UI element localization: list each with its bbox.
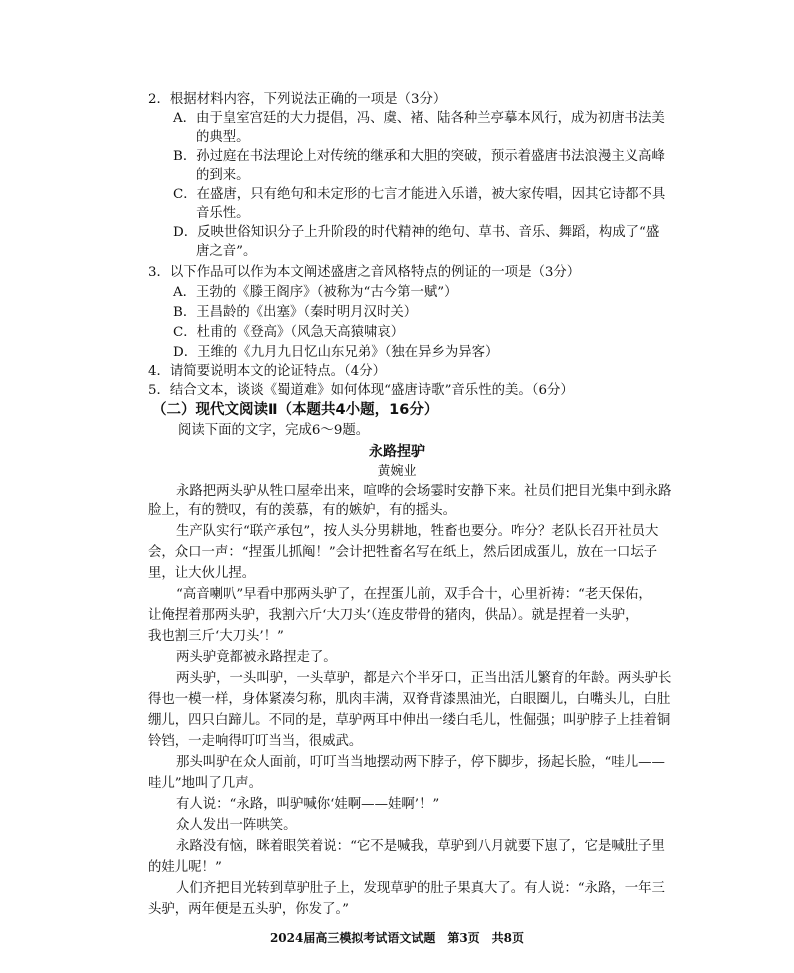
story-line: 众人发出一阵哄笑。 — [176, 818, 297, 833]
story-line: 人们齐把目光转到草驴肚子上，发现草驴的肚子果真大了。有人说：“永路，一年三 — [176, 881, 665, 896]
story-line: 里，让大伙儿捏。 — [148, 566, 256, 581]
question-3-option-d: D．王维的《九月九日忆山东兄弟》（独在异乡为异客） — [173, 345, 499, 360]
question-2-option-a-cont: 的典型。 — [196, 130, 250, 145]
section-instruction: 阅读下面的文字，完成6～9题。 — [178, 423, 370, 438]
story-line: 铃铛，一走响得叮叮当当，很威武。 — [148, 734, 363, 749]
story-line: 得也一模一样，身体紧凑匀称，肌肉丰满，双脊背漆黑油光，白眼圈儿，白嘴头儿，白肚 — [148, 692, 671, 707]
question-3-stem: 3．以下作品可以作为本文阐述盛唐之音风格特点的例证的一项是（3分） — [148, 265, 581, 280]
question-2-option-d: D．反映世俗知识分子上升阶段的时代精神的绝句、草书、音乐、舞蹈，构成了“盛 — [173, 225, 660, 240]
story-line: 两头驴，一头叫驴，一头草驴，都是六个半牙口，正当出活儿繁育的年龄。两头驴长 — [176, 671, 672, 686]
story-line: 那头叫驴在众人面前，叮叮当当地摆动两下脖子，停下脚步，扬起长脸，“哇儿—— — [176, 755, 665, 770]
story-line: 有人说：“永路，叫驴喊你‘娃啊——娃啊’！” — [176, 797, 440, 812]
story-line: 头驴，两年便是五头驴，你发了。” — [148, 902, 350, 917]
story-line: 哇儿”地叫了几声。 — [148, 776, 262, 791]
question-3-option-c: C．杜甫的《登高》（风急天高猿啸哀） — [173, 325, 405, 340]
story-line: 我也割三斤‘大刀头’！” — [148, 629, 284, 644]
story-line: 绷儿，四只白蹄儿。不同的是，草驴两耳中伸出一缕白毛儿，性倔强；叫驴脖子上挂着铜 — [148, 713, 671, 728]
story-line: 永路没有恼，眯着眼笑着说：“它不是喊我，草驴到八月就要下崽了，它是喊肚子里 — [176, 839, 665, 854]
story-line: 永路把两头驴从牲口屋牵出来，喧哗的会场霎时安静下来。社员们把目光集中到永路 — [176, 484, 672, 499]
story-line: 会，众口一声：“捏蛋儿抓阄！”会计把牲畜名写在纸上，然后团成蛋儿，放在一口坛子 — [148, 545, 658, 560]
question-2-option-a: A．由于皇室宫廷的大力提倡，冯、虞、褚、陆各种兰亭摹本风行，成为初唐书法美 — [173, 111, 665, 126]
story-line: 生产队实行“联产承包”，按人头分男耕地，牲畜也要分。咋分？老队长召开社员大 — [176, 524, 659, 539]
question-2-option-b: B．孙过庭在书法理论上对传统的继承和大胆的突破，预示着盛唐书法浪漫主义高峰 — [173, 149, 665, 164]
story-line: 脸上，有的赞叹，有的羡慕，有的嫉妒，有的摇头。 — [148, 503, 456, 518]
story-line: 让俺捏着那两头驴，我割六斤‘大刀头’（连皮带骨的猪肉，供品）。就是捏着一头驴， — [148, 608, 639, 623]
question-2-option-b-cont: 的到来。 — [196, 168, 250, 183]
page-footer: 2024届高三模拟考试语文试题 第3页 共8页 — [269, 931, 525, 945]
question-5: 5．结合文本，谈谈《蜀道难》如何体现“盛唐诗歌”音乐性的美。（6分） — [148, 383, 574, 398]
story-line: “高音喇叭”早看中那两头驴了，在捏蛋儿前，双手合十，心里祈祷：“老天保佑， — [176, 587, 652, 602]
question-2-option-c: C．在盛唐，只有绝句和未定形的七言才能进入乐谱，被大家传唱，因其它诗都不具 — [173, 187, 666, 202]
question-4: 4．请简要说明本文的论证特点。（4分） — [148, 364, 386, 379]
question-2-option-d-cont: 唐之音”。 — [196, 244, 257, 259]
section-heading: （二）现代文阅读Ⅱ（本题共4小题，16分） — [152, 402, 439, 418]
story-author: 黄婉业 — [377, 464, 417, 479]
question-2-option-c-cont: 音乐性。 — [196, 206, 250, 221]
question-3-option-a: A．王勃的《滕王阁序》（被称为“古今第一赋”） — [173, 285, 458, 300]
story-line: 两头驴竟都被永路捏走了。 — [176, 650, 337, 665]
story-title: 永路捏驴 — [369, 444, 425, 460]
question-2-stem: 2．根据材料内容，下列说法正确的一项是（3分） — [148, 92, 447, 107]
question-3-option-b: B．王昌龄的《出塞》（秦时明月汉时关） — [173, 305, 418, 320]
story-line: 的娃儿呢！” — [148, 860, 222, 875]
